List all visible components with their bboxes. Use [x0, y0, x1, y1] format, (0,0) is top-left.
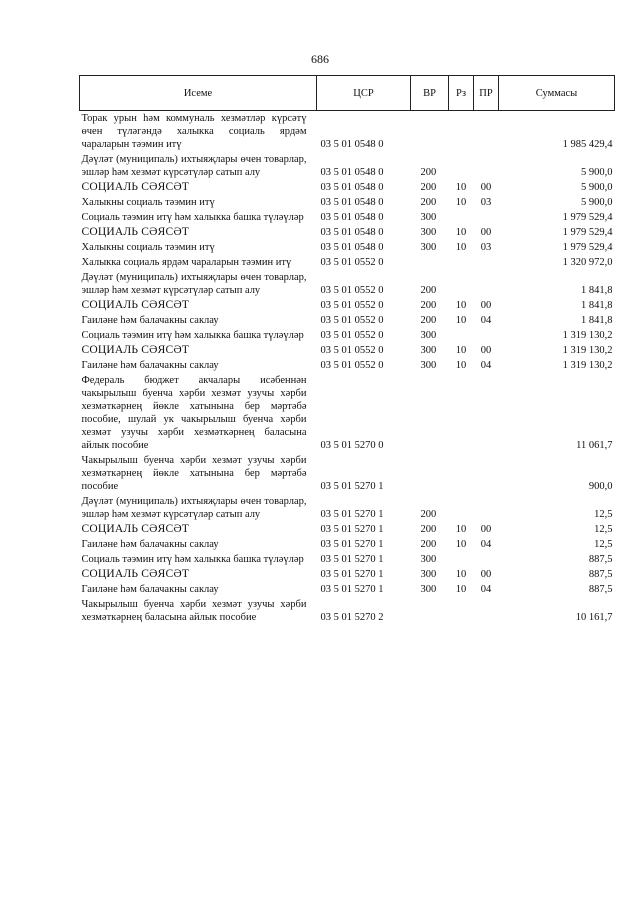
row-vr: 300: [420, 212, 437, 223]
row-rz: 10: [455, 524, 467, 535]
row-code: 03 5 01 0552 0: [320, 315, 384, 326]
row-pr: [474, 552, 499, 567]
row-name: Халыкка социаль ярдәм чараларын тәэмин итү: [81, 257, 292, 268]
row-vr: 300: [420, 569, 437, 580]
row-rz: [449, 152, 474, 180]
row-code: 03 5 01 5270 1: [320, 509, 384, 520]
row-rz: [449, 255, 474, 270]
budget-table: [79, 75, 615, 625]
row-code: 03 5 01 0548 0: [320, 197, 384, 208]
row-sum: 1 319 130,2: [562, 330, 613, 341]
row-rz: 10: [455, 584, 467, 595]
row-name: СОЦИАЛЬ СӘЯСӘТ: [81, 181, 190, 193]
row-sum: 1 841,8: [581, 285, 613, 296]
row-code: 03 5 01 0548 0: [320, 182, 384, 193]
row-code: 03 5 01 5270 1: [320, 524, 384, 535]
row-pr: [474, 152, 499, 180]
row-vr: 200: [420, 285, 437, 296]
row-rz: 10: [455, 315, 467, 326]
page-number: 686: [311, 52, 329, 66]
table-header: [80, 76, 615, 111]
table-body: [80, 111, 615, 626]
row-rz: [449, 597, 474, 625]
row-pr: 03: [480, 242, 492, 253]
row-name: СОЦИАЛЬ СӘЯСӘТ: [81, 344, 190, 356]
row-vr: 200: [420, 182, 437, 193]
row-rz: [449, 111, 474, 153]
col-header-rz: Рз: [449, 76, 474, 111]
row-vr: [411, 597, 449, 625]
row-pr: 00: [480, 182, 492, 193]
row-code: 03 5 01 5270 1: [320, 481, 384, 492]
table-row: [80, 210, 615, 225]
row-sum: 12,5: [594, 509, 613, 520]
row-rz: [449, 453, 474, 494]
table-row: [80, 328, 615, 343]
row-sum: 887,5: [588, 554, 613, 565]
row-code: 03 5 01 0548 0: [320, 212, 384, 223]
row-pr: [474, 255, 499, 270]
row-name: Торак урын һәм коммуналь хезмәтләр күрсәтү өчен түләгәндә халыкка социаль ярдәм чараларын тәэмин итү: [81, 113, 307, 150]
row-vr: [411, 453, 449, 494]
row-vr: 300: [420, 330, 437, 341]
row-rz: 10: [455, 345, 467, 356]
row-sum: 900,0: [588, 481, 613, 492]
row-code: 03 5 01 0552 0: [320, 345, 384, 356]
row-code: 03 5 01 0552 0: [320, 257, 384, 268]
row-rz: 10: [455, 197, 467, 208]
table-row: [80, 358, 615, 373]
table-row: [80, 597, 615, 625]
row-rz: [449, 328, 474, 343]
row-sum: 5 900,0: [581, 197, 613, 208]
row-rz: 10: [455, 360, 467, 371]
row-rz: [449, 270, 474, 298]
row-pr: 04: [480, 360, 492, 371]
col-header-name: Исеме: [80, 76, 317, 111]
row-pr: [474, 270, 499, 298]
row-sum: 1 319 130,2: [562, 360, 613, 371]
row-pr: 00: [480, 524, 492, 535]
row-name: Халыкны социаль тәэмин итү: [81, 242, 215, 253]
row-vr: [411, 255, 449, 270]
row-sum: 12,5: [594, 539, 613, 550]
row-rz: 10: [455, 539, 467, 550]
row-name: Чакырылыш буенча хәрби хезмәт узучы хәрби хезмәткәрнең йөкле хатынына бер мәртәбә пособие: [81, 455, 307, 492]
row-rz: [449, 373, 474, 453]
table-row: [80, 343, 615, 358]
row-name: Гаиләне һәм балачакны саклау: [81, 539, 219, 550]
row-name: Гаиләне һәм балачакны саклау: [81, 584, 219, 595]
row-vr: 200: [420, 167, 437, 178]
row-sum: 1 979 529,4: [562, 242, 613, 253]
row-code: 03 5 01 0548 0: [320, 242, 384, 253]
row-vr: 300: [420, 227, 437, 238]
table-row: [80, 225, 615, 240]
row-rz: 10: [455, 242, 467, 253]
row-code: 03 5 01 5270 1: [320, 569, 384, 580]
row-pr: 04: [480, 584, 492, 595]
row-vr: 300: [420, 584, 437, 595]
row-name: Чакырылыш буенча хәрби хезмәт узучы хәрби хезмәткәрнең баласына айлык пособие: [81, 599, 307, 623]
table-row: [80, 582, 615, 597]
col-header-sum: Суммасы: [499, 76, 615, 111]
row-code: 03 5 01 5270 2: [320, 612, 384, 623]
col-header-pr: ПР: [474, 76, 499, 111]
table-row: [80, 567, 615, 582]
row-pr: [474, 111, 499, 153]
row-vr: 200: [420, 197, 437, 208]
row-code: 03 5 01 0548 0: [320, 139, 384, 150]
row-pr: 00: [480, 569, 492, 580]
row-sum: 10 161,7: [575, 612, 613, 623]
table-row: [80, 313, 615, 328]
row-code: 03 5 01 0552 0: [320, 285, 384, 296]
row-vr: [411, 111, 449, 153]
row-name: СОЦИАЛЬ СӘЯСӘТ: [81, 299, 190, 311]
row-code: 03 5 01 5270 1: [320, 539, 384, 550]
table-row: [80, 195, 615, 210]
row-name: Дәүләт (муниципаль) ихтыяҗлары өчен товарлар, эшләр һәм хезмәт күрсәтүләр сатып алу: [81, 496, 307, 520]
row-rz: [449, 210, 474, 225]
row-sum: 887,5: [588, 569, 613, 580]
row-pr: 00: [480, 227, 492, 238]
row-name: Дәүләт (муниципаль) ихтыяҗлары өчен товарлар, эшләр һәм хезмәт күрсәтүләр сатып алу: [81, 154, 307, 178]
table-row: [80, 152, 615, 180]
row-name: Гаиләне һәм балачакны саклау: [81, 360, 219, 371]
table-row: [80, 522, 615, 537]
row-sum: 1 841,8: [581, 315, 613, 326]
row-vr: 300: [420, 554, 437, 565]
table-row: [80, 537, 615, 552]
row-sum: 12,5: [594, 524, 613, 535]
row-code: 03 5 01 5270 0: [320, 440, 384, 451]
row-vr: 300: [420, 360, 437, 371]
row-vr: 200: [420, 539, 437, 550]
row-vr: [411, 373, 449, 453]
row-code: 03 5 01 5270 1: [320, 554, 384, 565]
row-name: Дәүләт (муниципаль) ихтыяҗлары өчен товарлар, эшләр һәм хезмәт күрсәтүләр сатып алу: [81, 272, 307, 296]
row-name: Халыкны социаль тәэмин итү: [81, 197, 215, 208]
table-row: [80, 494, 615, 522]
row-name: Социаль тәэмин итү һәм халыкка башка түләүләр: [81, 330, 304, 341]
table-row: [80, 298, 615, 313]
row-name: Социаль тәэмин итү һәм халыкка башка түләүләр: [81, 554, 304, 565]
row-sum: 11 061,7: [576, 440, 613, 451]
row-code: 03 5 01 0552 0: [320, 300, 384, 311]
row-pr: 00: [480, 345, 492, 356]
row-sum: 1 841,8: [581, 300, 613, 311]
col-header-vr: ВР: [411, 76, 449, 111]
row-pr: [474, 597, 499, 625]
table-row: [80, 240, 615, 255]
row-code: 03 5 01 5270 1: [320, 584, 384, 595]
row-sum: 1 319 130,2: [562, 345, 613, 356]
row-sum: 1 979 529,4: [562, 212, 613, 223]
row-vr: 200: [420, 300, 437, 311]
row-vr: 200: [420, 315, 437, 326]
table-row: [80, 111, 615, 153]
row-vr: 200: [420, 509, 437, 520]
row-name: Социаль тәэмин итү һәм халыкка башка түләүләр: [81, 212, 304, 223]
row-name: СОЦИАЛЬ СӘЯСӘТ: [81, 523, 190, 535]
row-code: 03 5 01 0548 0: [320, 227, 384, 238]
table-row: [80, 180, 615, 195]
row-name: Федераль бюджет акчалары исәбеннән чакырылыш буенча хәрби хезмәт узучы хәрби хезмәткәрнең йөкле хатынына бер мәртәбә пособие, шулай ук чакырылыш буенча хәрби хезмәт узучы хәрби хезмәткәрнең баласына айлык пособие: [81, 375, 307, 451]
row-code: 03 5 01 0552 0: [320, 330, 384, 341]
row-vr: 200: [420, 524, 437, 535]
row-name: Гаиләне һәм балачакны саклау: [81, 315, 219, 326]
row-sum: 1 985 429,4: [562, 139, 613, 150]
header-row: [80, 76, 615, 111]
row-pr: [474, 494, 499, 522]
row-pr: [474, 210, 499, 225]
row-pr: 00: [480, 300, 492, 311]
row-sum: 1 320 972,0: [562, 257, 613, 268]
row-rz: 10: [455, 300, 467, 311]
row-name: СОЦИАЛЬ СӘЯСӘТ: [81, 568, 190, 580]
row-vr: 300: [420, 345, 437, 356]
row-rz: 10: [455, 227, 467, 238]
row-sum: 887,5: [588, 584, 613, 595]
table-row: [80, 373, 615, 453]
table-row: [80, 270, 615, 298]
row-sum: 5 900,0: [581, 167, 613, 178]
row-code: 03 5 01 0552 0: [320, 360, 384, 371]
table-row: [80, 255, 615, 270]
row-sum: 5 900,0: [581, 182, 613, 193]
row-rz: [449, 552, 474, 567]
row-pr: [474, 373, 499, 453]
row-sum: 1 979 529,4: [562, 227, 613, 238]
row-pr: [474, 328, 499, 343]
row-pr: [474, 453, 499, 494]
row-vr: 300: [420, 242, 437, 253]
row-pr: 04: [480, 315, 492, 326]
row-name: СОЦИАЛЬ СӘЯСӘТ: [81, 226, 190, 238]
table-row: [80, 453, 615, 494]
row-pr: 04: [480, 539, 492, 550]
row-rz: 10: [455, 182, 467, 193]
row-rz: [449, 494, 474, 522]
row-code: 03 5 01 0548 0: [320, 167, 384, 178]
row-rz: 10: [455, 569, 467, 580]
row-pr: 03: [480, 197, 492, 208]
table-row: [80, 552, 615, 567]
col-header-code: ЦСР: [317, 76, 411, 111]
